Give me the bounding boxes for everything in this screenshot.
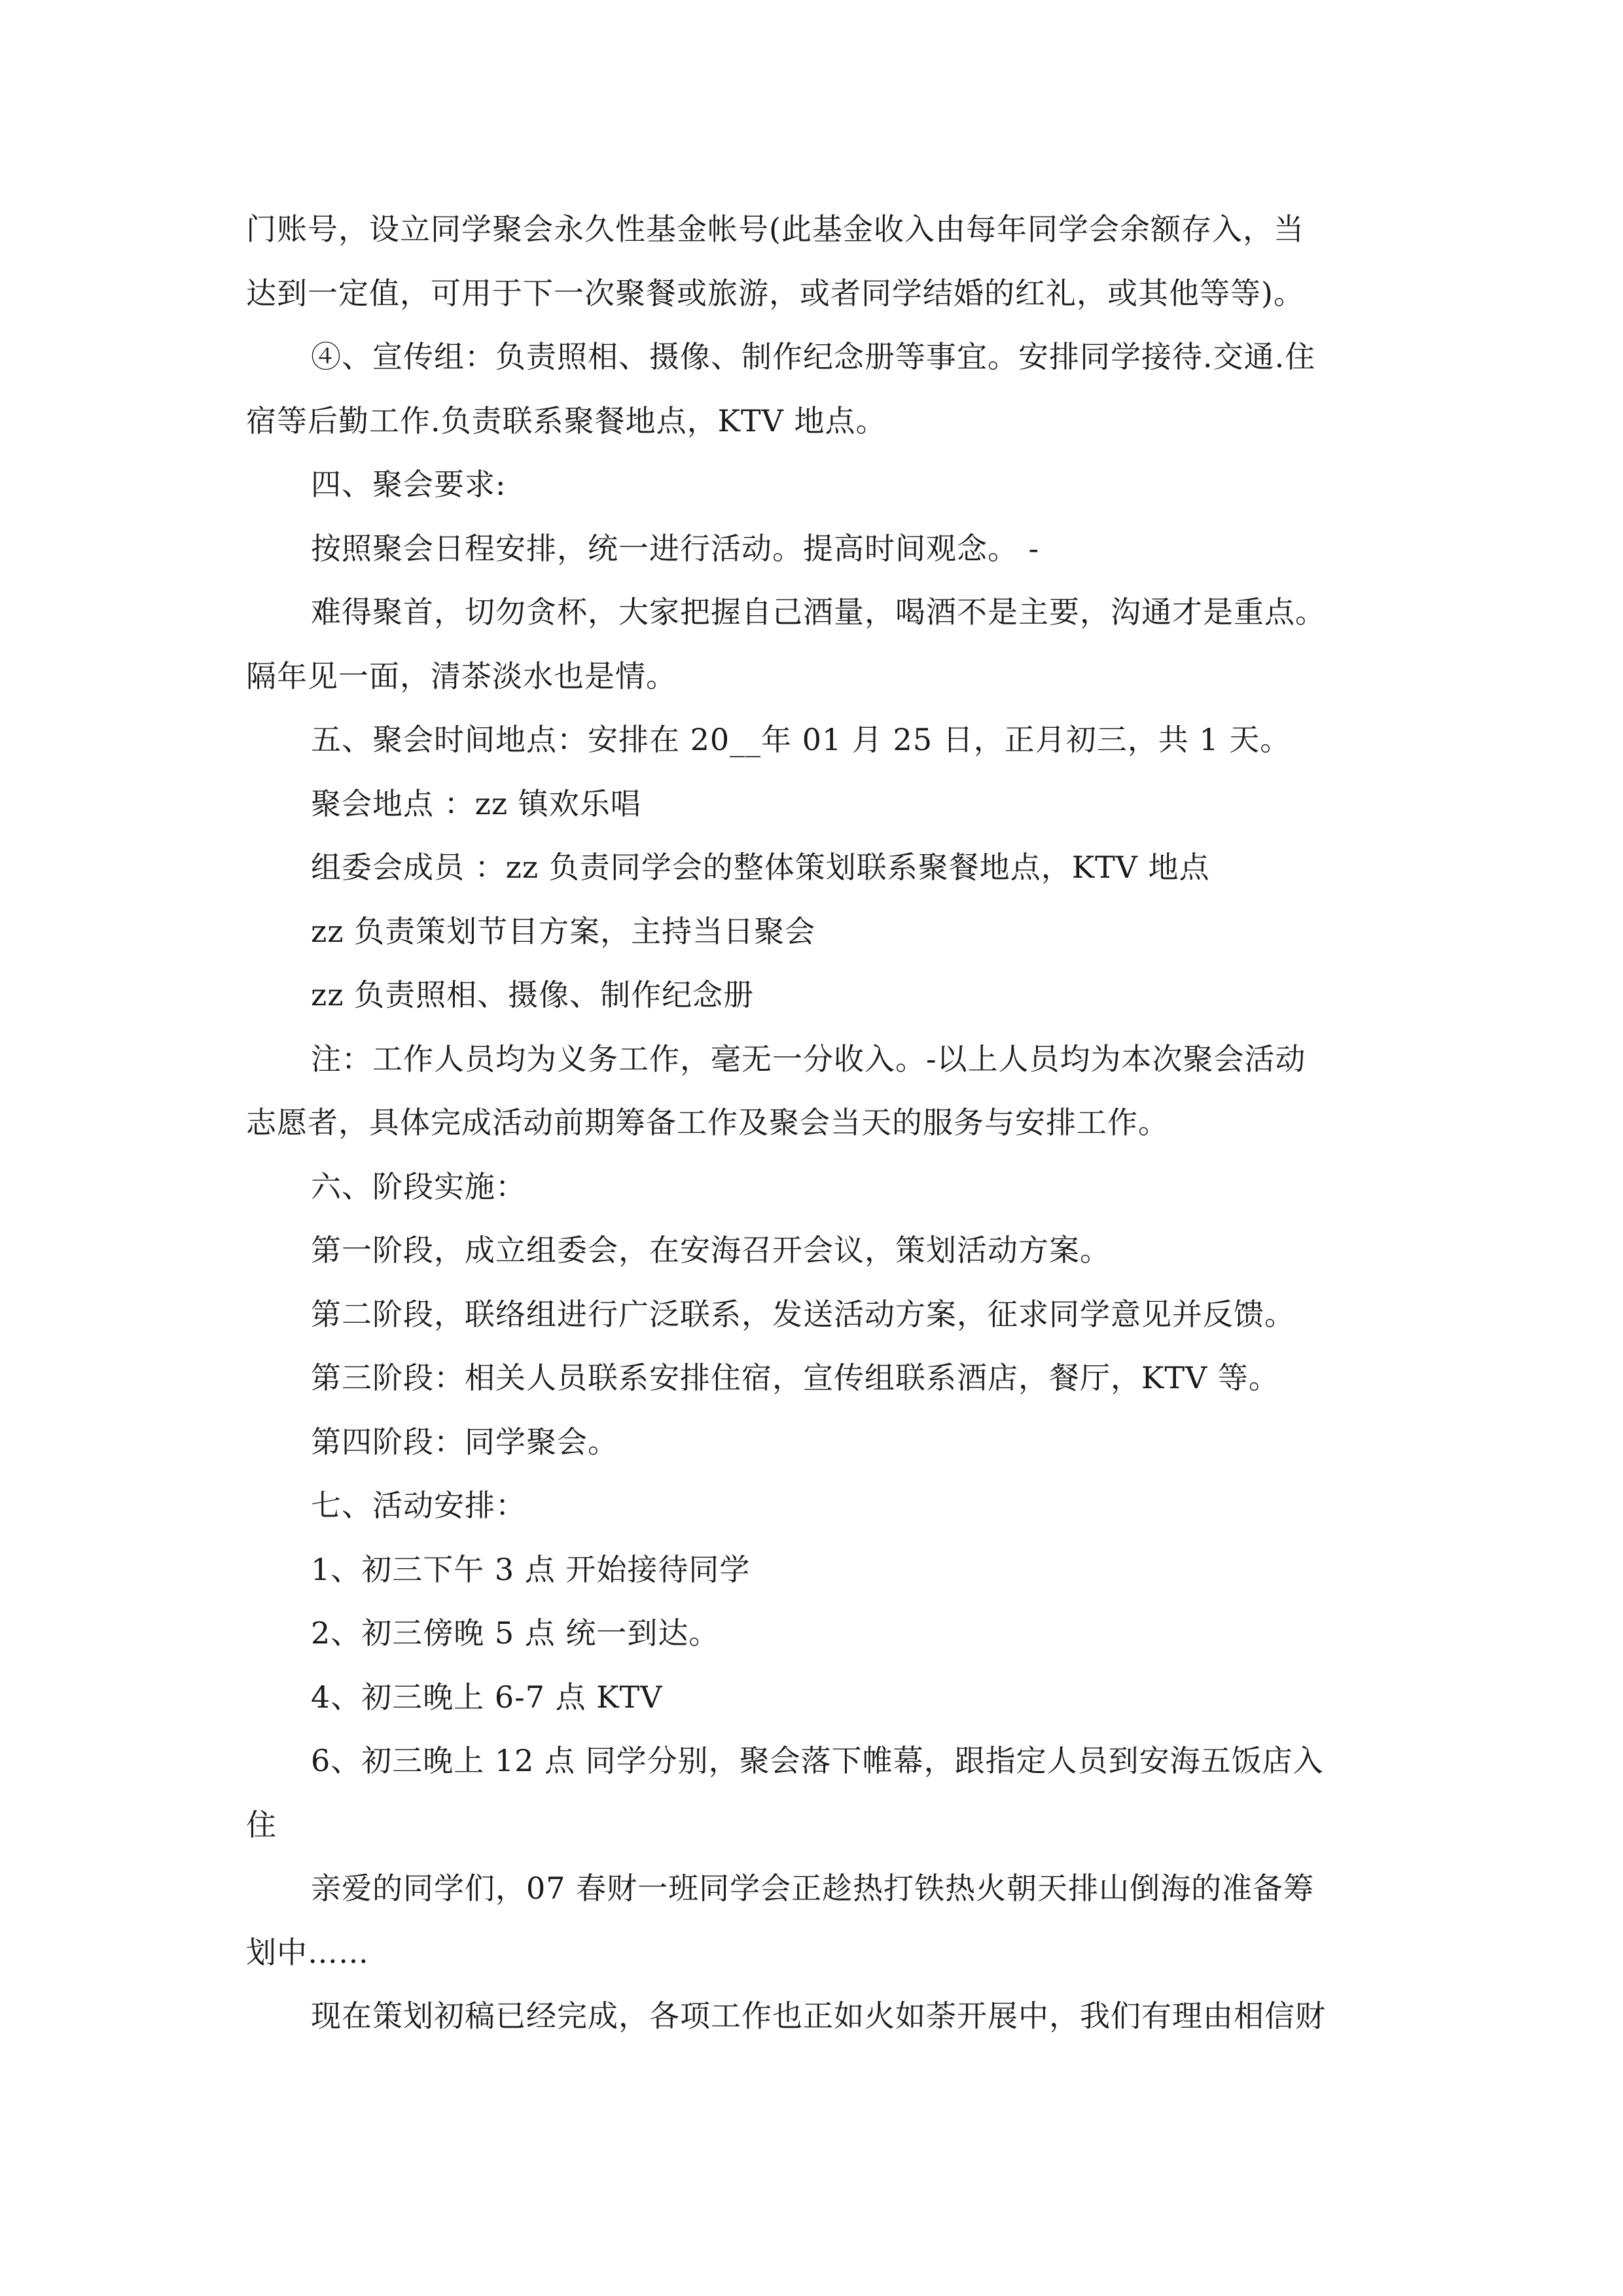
text-line: 第一阶段，成立组委会，在安海召开会议，策划活动方案。 (311, 1232, 1111, 1268)
text-line: 难得聚首，切勿贪杯，大家把握自己酒量，喝酒不是主要，沟通才是重点。 (311, 594, 1326, 630)
list-item: 2、初三傍晚 5 点 统一到达。 (311, 1615, 720, 1651)
text-line: 达到一定值，可用于下一次聚餐或旅游，或者同学结婚的红礼，或其他等等)。 (246, 276, 1304, 311)
text-line: 现在策划初稿已经完成，各项工作也正如火如荼开展中，我们有理由相信财 (311, 1998, 1326, 2034)
text-line: zz 负责照相、摄像、制作纪念册 (311, 977, 755, 1013)
text-line: 门账号，设立同学聚会永久性基金帐号(此基金收入由每年同学会余额存入，当 (246, 211, 1304, 247)
text-line: 划中…… (246, 1935, 369, 1970)
list-item: 4、初三晚上 6-7 点 KTV (311, 1679, 663, 1715)
text-line: 按照聚会日程安排，统一进行活动。提高时间观念。 - (311, 531, 1040, 566)
section-heading: 四、聚会要求: (311, 467, 507, 502)
text-line: 住 (246, 1807, 277, 1842)
text-line: 第二阶段，联络组进行广泛联系，发送活动方案，征求同学意见并反馈。 (311, 1297, 1295, 1332)
section-heading: 五、聚会时间地点：安排在 20__年 01 月 25 日，正月初三，共 1 天。 (311, 722, 1291, 757)
text-line: 隔年见一面，清茶淡水也是情。 (246, 658, 677, 694)
list-item: 6、初三晚上 12 点 同学分别，聚会落下帷幕，跟指定人员到安海五饭店入 (311, 1743, 1324, 1778)
text-line: 志愿者，具体完成活动前期筹备工作及聚会当天的服务与安排工作。 (246, 1105, 1169, 1140)
text-line: 组委会成员 ：zz 负责同学会的整体策划联系聚餐地点，KTV 地点 (311, 850, 1210, 885)
section-heading: 六、阶段实施： (311, 1169, 526, 1204)
text-line: 第三阶段：相关人员联系安排住宿，宣传组联系酒店，餐厅，KTV 等。 (311, 1360, 1279, 1395)
section-heading: 七、活动安排： (311, 1488, 526, 1523)
text-line: ④、宣传组：负责照相、摄像、制作纪念册等事宜。安排同学接待.交通.住 (311, 339, 1316, 374)
text-line: 第四阶段：同学聚会。 (311, 1424, 618, 1460)
list-item: 1、初三下午 3 点 开始接待同学 (311, 1552, 751, 1587)
text-line: 宿等后勤工作.负责联系聚餐地点，KTV 地点。 (246, 403, 887, 439)
text-line: 聚会地点 ：zz 镇欢乐唱 (311, 786, 641, 821)
text-line: zz 负责策划节目方案，主持当日聚会 (311, 914, 816, 949)
text-line: 亲爱的同学们，07 春财一班同学会正趁热打铁热火朝天排山倒海的准备筹 (311, 1871, 1315, 1906)
text-line: 注：工作人员均为义务工作，毫无一分收入。-以上人员均为本次聚会活动 (311, 1041, 1306, 1077)
